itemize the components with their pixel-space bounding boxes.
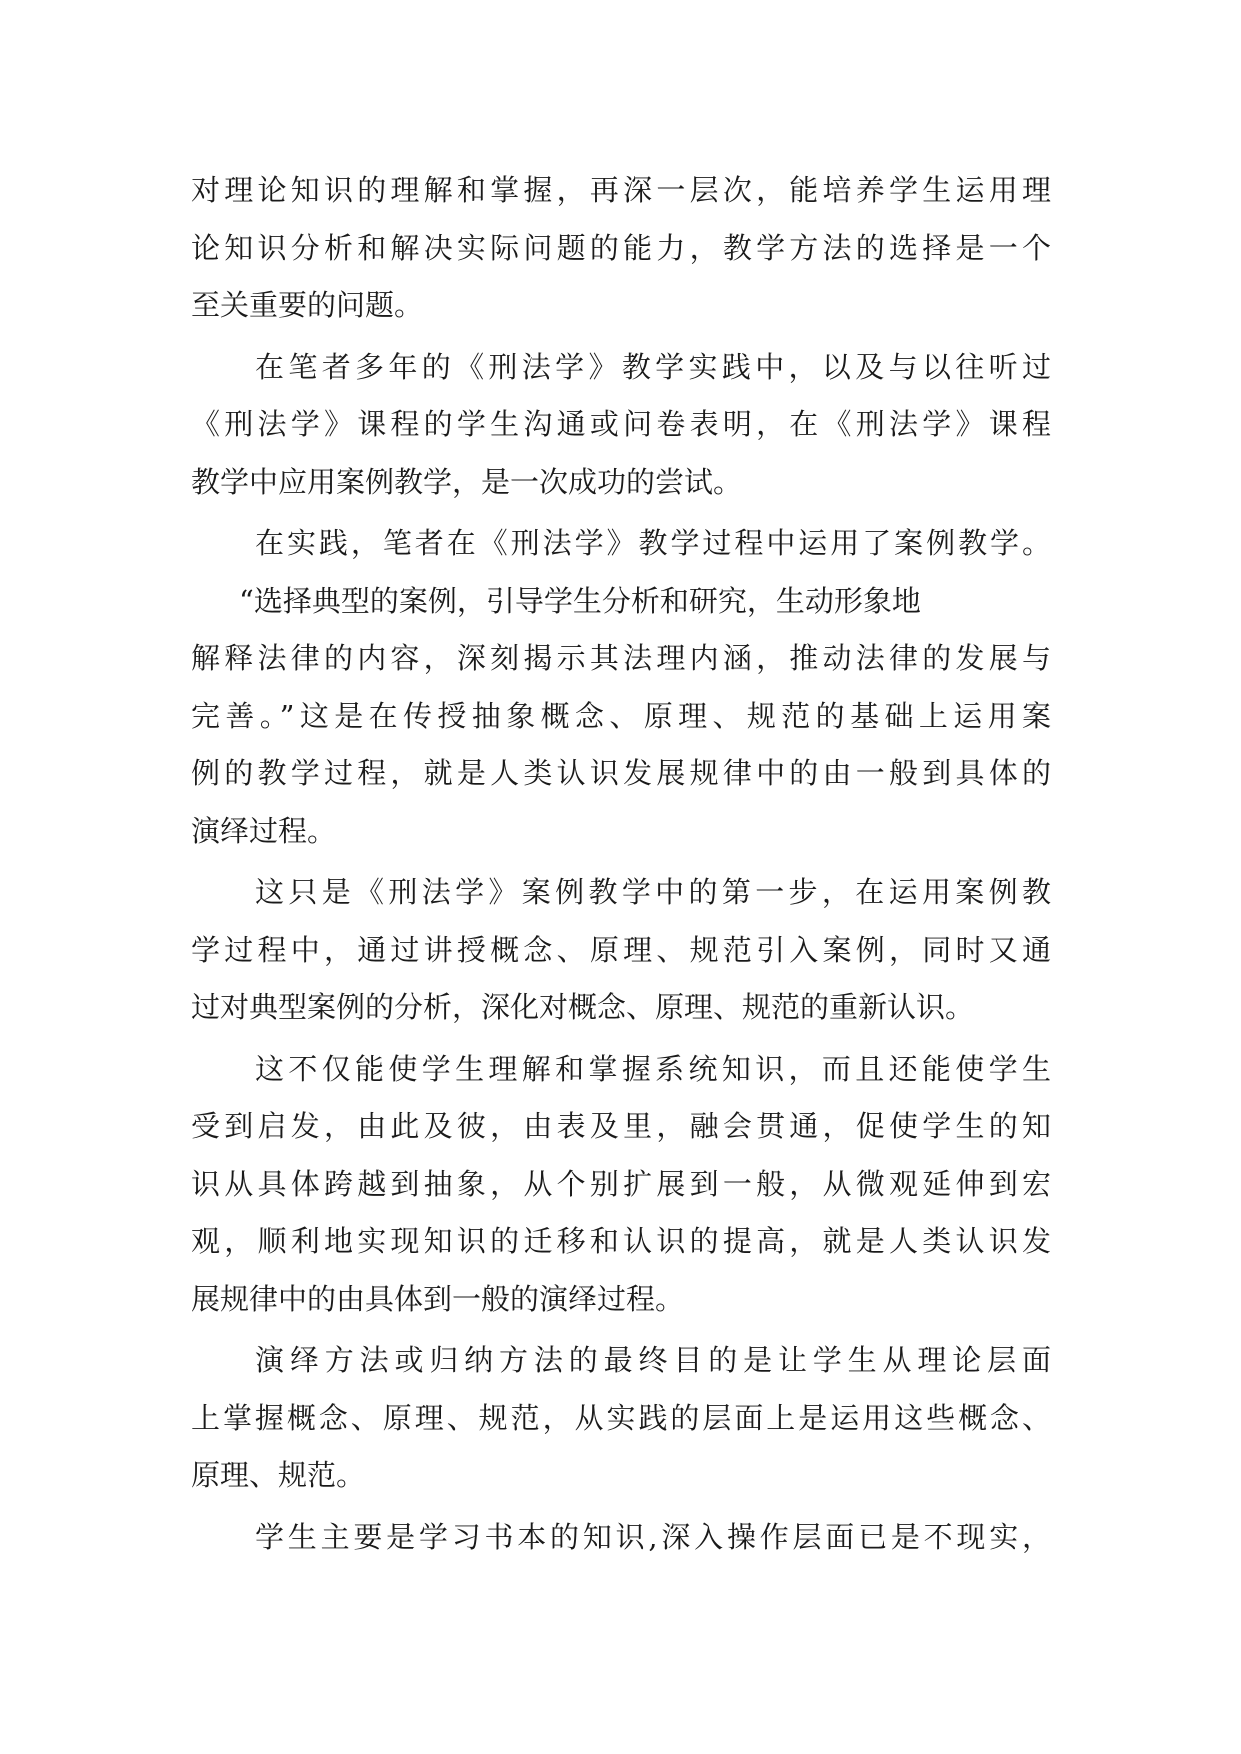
text-line: 《刑法学》课程的学生沟通或问卷表明，在《刑法学》课程 (191, 407, 1051, 441)
paragraph (191, 1332, 1051, 1505)
text-line: 识从具体跨越到抽象，从个别扩展到一般，从微观延伸到宏 (191, 1166, 1051, 1201)
text-line: “选择典型的案例，引导学生分析和研究，生动形象地 (239, 583, 921, 618)
paragraph (191, 162, 1051, 335)
paragraph (191, 515, 1051, 573)
paragraph (191, 573, 1051, 861)
paragraph (191, 339, 1051, 512)
text-line: 过对典型案例的分析，深化对概念、原理、规范的重新认识。 (191, 990, 975, 1024)
text-line: 演绎方法或归纳方法的最终目的是让学生从理论层面 (255, 1343, 1051, 1377)
document-page (191, 162, 1051, 1566)
text-line: 对理论知识的理解和掌握，再深一层次，能培养学生运用理 (191, 173, 1051, 207)
text-line: 解释法律的内容，深刻揭示其法理内涵，推动法律的发展与 (191, 641, 1051, 675)
text-line: 论知识分析和解决实际问题的能力，教学方法的选择是一个 (191, 230, 1051, 265)
text-line: 受到启发，由此及彼，由表及里，融会贯通，促使学生的知 (191, 1109, 1051, 1143)
text-line: 演绎过程。 (191, 813, 337, 848)
text-line: 例的教学过程，就是人类认识发展规律中的由一般到具体的 (191, 756, 1051, 790)
text-line: 上掌握概念、原理、规范，从实践的层面上是运用这些概念、 (191, 1400, 1051, 1435)
text-line: 学生主要是学习书本的知识,深入操作层面已是不现实， (255, 1519, 1051, 1554)
text-line: 原理、规范。 (191, 1458, 366, 1492)
text-line: 教学中应用案例教学，是一次成功的尝试。 (191, 464, 743, 499)
text-line: 在实践，笔者在《刑法学》教学过程中运用了案例教学。 (255, 526, 1051, 560)
text-line: 完善。”这是在传授抽象概念、原理、规范的基础上运用案 (191, 698, 1051, 733)
text-line: 展规律中的由具体到一般的演绎过程。 (191, 1281, 685, 1316)
text-line: 在笔者多年的《刑法学》教学实践中，以及与以往听过 (255, 349, 1051, 384)
text-line: 学过程中，通过讲授概念、原理、规范引入案例，同时又通 (191, 932, 1051, 967)
paragraph (191, 1509, 1051, 1567)
text-line: 这只是《刑法学》案例教学中的第一步，在运用案例教 (255, 875, 1051, 909)
paragraph (191, 1041, 1051, 1329)
text-line: 观，顺利地实现知识的迁移和认识的提高，就是人类认识发 (191, 1224, 1051, 1258)
text-line: 这不仅能使学生理解和掌握系统知识，而且还能使学生 (255, 1051, 1051, 1086)
text-line: 至关重要的问题。 (191, 288, 424, 322)
paragraph (191, 864, 1051, 1037)
